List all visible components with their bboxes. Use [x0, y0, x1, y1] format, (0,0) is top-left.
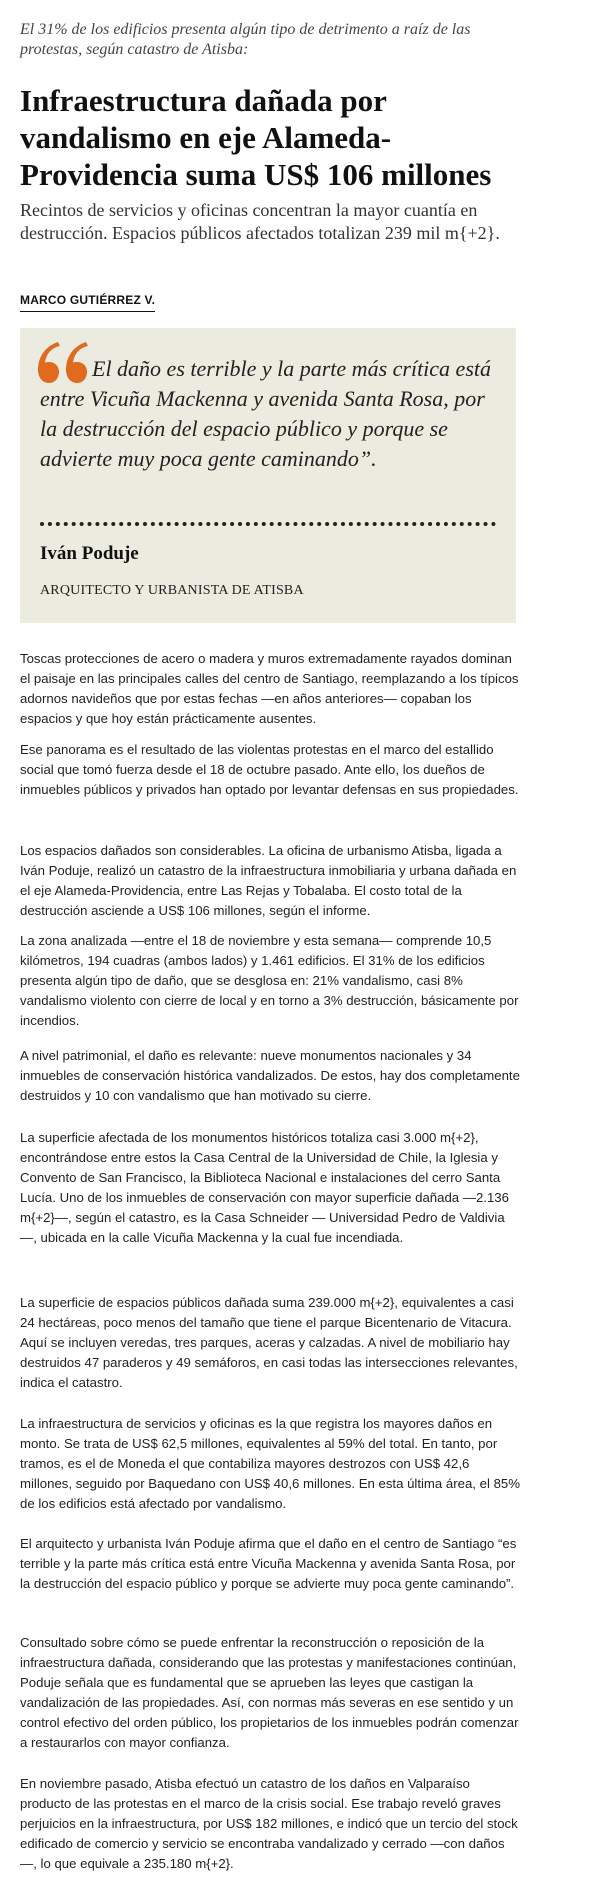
quote-divider — [40, 522, 496, 526]
author-byline[interactable]: MARCO GUTIÉRREZ V. — [20, 292, 155, 312]
body-paragraph: Los espacios dañados son considerables. La oficina de urbanismo Atisba, ligada a Iván Poduje, realizó un catastro de la infraestructura inmobiliaria y urbana dañada en el eje Alameda-Providencia, entre Las Rejas y Tobalaba. El costo total de la destrucción asciende a US$ 106 millones, según el informe. — [20, 843, 517, 918]
body-paragraph: La superficie afectada de los monumentos históricos totaliza casi 3.000 m{+2}, encontrándose entre estos la Casa Central de la Universidad de Chile, la Iglesia y Convento de San Francisco, la Biblioteca Nacional e instalaciones del cerro Santa Lucía. Uno de los inmuebles de conservación con mayor superficie dañada —2.136 m{+2}—, según el catastro, es la Casa Schneider — Universidad Pedro de Valdivia—, ubicada en la calle Vicuña Mackenna y la cual fue incendiada. — [20, 1130, 509, 1245]
body-paragraph: El arquitecto y urbanista Iván Poduje afirma que el daño en el centro de Santiago “es terrible y la parte más crítica está entre Vicuña Mackenna y avenida Santa Rosa, por la destrucción del espacio público y porque se advierte muy poca gente caminando”. — [20, 1536, 517, 1591]
body-paragraph: La zona analizada —entre el 18 de noviembre y esta semana— comprende 10,5 kilómetros, 194 cuadras (ambos lados) y 1.461 edificios. El 31% de los edificios presenta algún tipo de daño, que se desglosa en: 21% vandalismo, casi 8% vandalismo violento con cierre de local y en torno a 3% destrucción, básicamente por incendios. — [20, 933, 519, 1028]
body-paragraph: La superficie de espacios públicos dañada suma 239.000 m{+2}, equivalentes a casi 24 hectáreas, poco menos del tamaño que tiene el parque Bicentenario de Vitacura. Aquí se incluyen veredas, tres parques, aceras y calzadas. A nivel de mobiliario hay destruidos 47 paraderos y 49 semáforos, en casi todas las intersecciones relevantes, indica el catastro. — [20, 1295, 518, 1390]
body-paragraph: Ese panorama es el resultado de las violentas protestas en el marco del estallido social que tomó fuerza desde el 18 de octubre pasado. Ante ello, los dueños de inmuebles públicos y privados han optado por levantar defensas en sus propiedades. — [20, 742, 519, 797]
body-paragraph: Consultado sobre cómo se puede enfrentar la reconstrucción o reposición de la infraestructura dañada, considerando que las protestas y manifestaciones continúan, Poduje señala que es fundamental que se aprueben las leyes que castigan la vandalización de las propiedades. Así, con normas más severas en ese sentido y un control efectivo del orden público, los propietarios de los inmuebles podrán comenzar a restaurarlos con mayor confianza. — [20, 1635, 519, 1750]
quote-author-name: Iván Poduje — [40, 543, 139, 564]
pull-quote-box — [20, 328, 516, 623]
body-paragraph: En noviembre pasado, Atisba efectuó un catastro de los daños en Valparaíso producto de las protestas en el marco de la crisis social. Ese trabajo reveló graves perjuicios en la infraestructura, por US$ 182 millones, e indicó que un tercio del stock edificado de comercio y servicio se encontraba vandalizado y cerrado —con daños—, lo que equivale a 235.180 m{+2}. — [20, 1776, 518, 1871]
body-paragraph: A nivel patrimonial, el daño es relevante: nueve monumentos nacionales y 34 inmuebles de conservación histórica vandalizados. De estos, hay dos completamente destruidos y 10 con vandalismo que han motivado su cierre. — [20, 1048, 520, 1103]
article-deck: Recintos de servicios y oficinas concentran la mayor cuantía en destrucción. Espacios públicos afectados totalizan 239 mil m{+2}. — [20, 200, 500, 243]
article-headline: Infraestructura dañada por vandalismo en eje Alameda-Providencia suma US$ 106 millones — [20, 83, 492, 192]
body-paragraph: La infraestructura de servicios y oficinas es la que registra los mayores daños en monto. Se trata de US$ 62,5 millones, equivalentes al 59% del total. En tanto, por tramos, es el de Moneda el que contabiliza mayores destrozos con US$ 42,6 millones, seguido por Baquedano con US$ 40,6 millones. En esta última área, el 85% de los edificios está afectado por vandalismo. — [20, 1416, 520, 1511]
quote-author-role: ARQUITECTO Y URBANISTA DE ATISBA — [40, 583, 304, 598]
article-kicker: El 31% de los edificios presenta algún tipo de detrimento a raíz de las protestas, según catastro de Atisba: — [20, 21, 471, 58]
body-paragraph: Toscas protecciones de acero o madera y muros extremadamente rayados dominan el paisaje en las principales calles del centro de Santiago, reemplazando a los típicos adornos navideños que por estas fechas —en años anteriores— copaban los espacios y que hoy están prácticamente ausentes. — [20, 651, 519, 726]
pull-quote-text: El daño es terrible y la parte más crítica está entre Vicuña Mackenna y avenida Santa Rosa, por la destrucción del espacio público y porque se advierte muy poca gente caminando”. — [40, 356, 491, 471]
